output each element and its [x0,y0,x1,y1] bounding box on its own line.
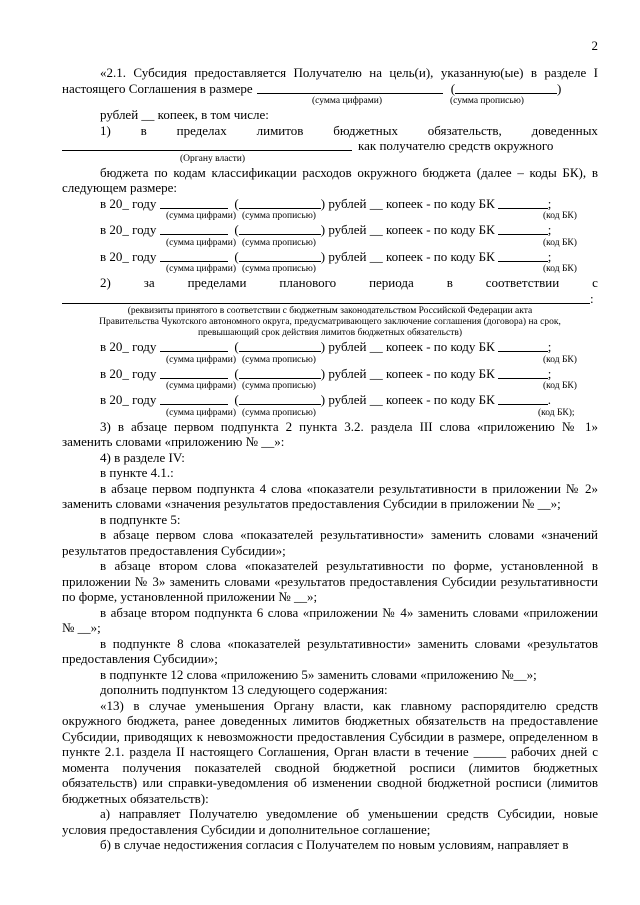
year-row: в 20_ году ( ) рублей __ копеек - по коду БК ; (сумма цифрами) (сумма прописью) (код БК) [100,365,577,391]
kbk-field[interactable] [498,339,548,352]
year-digits-field[interactable] [160,392,228,405]
item1-word: пределах [176,122,227,138]
item2-word: соответствии [485,275,560,290]
organ-caption-row [62,154,598,165]
item1-word: бюджетных [333,122,398,138]
amount-digits-field[interactable] [257,81,443,94]
year-words-field[interactable] [239,339,321,352]
caption-words: (сумма прописью) [449,96,524,106]
item2-word: с [592,275,598,290]
item1-line3: бюджета по кодам классификации расходов окружного бюджета (далее – коды БК), в следующем размере: [62,164,598,195]
year-digits-field[interactable] [160,339,228,352]
item2-word: в [446,275,453,290]
paragraph: «13) в случае уменьшения Органу власти, как главному распорядителю средств окружного бюджета, ранее доведенных лимитов бюджетных обязательств на предоставление Субсидии, приводящих к невозможности предоставления Субсидии в размере, определенном в пункте 2.1. раздела II настоящего Соглашения, Орган власти в течение _____ рабочих дней с момента получения показателей сводной бюджетной росписи (лимитов бюджетных обязательств) или справки-уведомления об изменении сводной бюджетной росписи (лимитов бюджетных обязательств): [62,697,598,806]
paragraph: дополнить подпунктом 13 следующего содержания: [100,682,388,697]
item1-line1 [62,123,598,139]
paragraph: 3) в абзаце первом подпункта 2 пункта 3.2. раздела III слова «приложению № 1» заменить словами «приложению № __»: [62,418,598,449]
paragraph: в подпункте 8 слова «показателей результативности» заменить словами «результатов предоставления Субсидии»; [62,635,598,666]
year-row: в 20_ году ( ) рублей __ копеек - по коду БК . (сумма цифрами) (сумма прописью) (код БК); [100,392,575,418]
paragraph: в абзаце первом слова «показателей результативности» заменить словами «значений результатов предоставления Субсидии»; [62,527,598,558]
item1-word: доведенных [531,122,598,138]
para-2-1-amount-row: настоящего Соглашения в размере ( ) [62,80,562,96]
paragraph: в пункте 4.1.: [100,465,174,480]
year-words-field[interactable] [239,392,321,405]
item1-word: лимитов [256,122,304,138]
amount-words-field[interactable] [455,81,557,94]
para-2-1-line1: «2.1. Субсидия предоставляется Получателю на цель(и), указанную(ые) в разделе I [100,65,598,80]
item2-line1 [62,275,598,291]
item2-word: пределами [187,275,247,290]
act-details-field[interactable] [62,291,590,304]
year-digits-field[interactable] [160,366,228,379]
paragraph: а) направляет Получателю уведомление об уменьшении средств Субсидии, новые условия предоставления Субсидии и дополнительное соглашение; [62,806,598,837]
item2-word: периода [369,275,414,290]
document-body [62,65,598,853]
year-digits-field[interactable] [160,249,228,262]
year-row: в 20_ году ( ) рублей __ копеек - по коду БК ; (сумма цифрами) (сумма прописью) (код БК) [100,339,577,365]
year-words-field[interactable] [239,196,321,209]
item1-tail: как получателю средств окружного [358,138,554,153]
item1-word: 1) [100,122,111,138]
page-number: 2 [591,38,598,53]
item2-act-row: : [62,291,598,307]
year-row: в 20_ году ( ) рублей __ копеек - по коду БК ; (сумма цифрами) (сумма прописью) (код БК) [100,222,577,248]
year-digits-field[interactable] [160,196,228,209]
organ-field[interactable] [62,138,352,151]
organ-caption: (Органу власти) [180,153,246,164]
year-digits-field[interactable] [160,222,228,235]
year-words-field[interactable] [239,366,321,379]
item1-word: в [140,122,147,138]
paragraph: 4) в разделе IV: [100,449,185,465]
paragraph: в абзаце втором подпункта 6 слова «приложении № 4» заменить словами «приложении № __»; [62,604,598,635]
paragraph: в подпункте 5: [100,511,181,527]
year-words-field[interactable] [239,222,321,235]
kbk-field[interactable] [498,366,548,379]
paragraph: в абзаце первом подпункта 4 слова «показатели результативности в приложении № 2» заменить словами «значения результатов предоставления Субсидии в приложении № __»; [62,480,598,511]
paragraph: в абзаце втором слова «показателей результативности по форме, установленной в приложении № 3» заменить словами «результатов предоставления Субсидии результативности по форме, установленной приложении № __»; [62,558,598,604]
year-words-field[interactable] [239,249,321,262]
item1-line2 [62,138,598,154]
amount-captions [62,96,598,107]
paragraph: в подпункте 12 слова «приложению 5» заменить словами «приложению №__»; [100,666,537,682]
kbk-field[interactable] [498,196,548,209]
para-2-1-line3: рублей __ копеек, в том числе: [100,107,269,122]
kbk-field[interactable] [498,222,548,235]
para-2-1-line2: настоящего Соглашения в размере [62,80,253,96]
act-caption: (реквизиты принятого в соответствии с бюджетным законодательством Российской Федерации акта Правительства Чукотского автономного округа, предусматривающего заключение соглашения (договора) на срок, превышающий срок действия лимитов бюджетных обязательств) [99,306,561,338]
year-row: в 20_ году ( ) рублей __ копеек - по коду БК ; (сумма цифрами) (сумма прописью) (код БК) [100,195,577,221]
year-row: в 20_ году ( ) рублей __ копеек - по коду БК ; (сумма цифрами) (сумма прописью) (код БК) [100,248,577,274]
kbk-field[interactable] [498,249,548,262]
caption-digits: (сумма цифрами) [312,96,382,106]
paragraph: б) в случае недостижения согласия с Получателем по новым условиям, направляет в [100,837,569,852]
item2-word: планового [279,275,337,290]
item2-word: 2) [100,275,111,290]
kbk-field[interactable] [498,392,548,405]
item2-word: за [143,275,155,290]
item1-word: обязательств, [427,122,502,138]
